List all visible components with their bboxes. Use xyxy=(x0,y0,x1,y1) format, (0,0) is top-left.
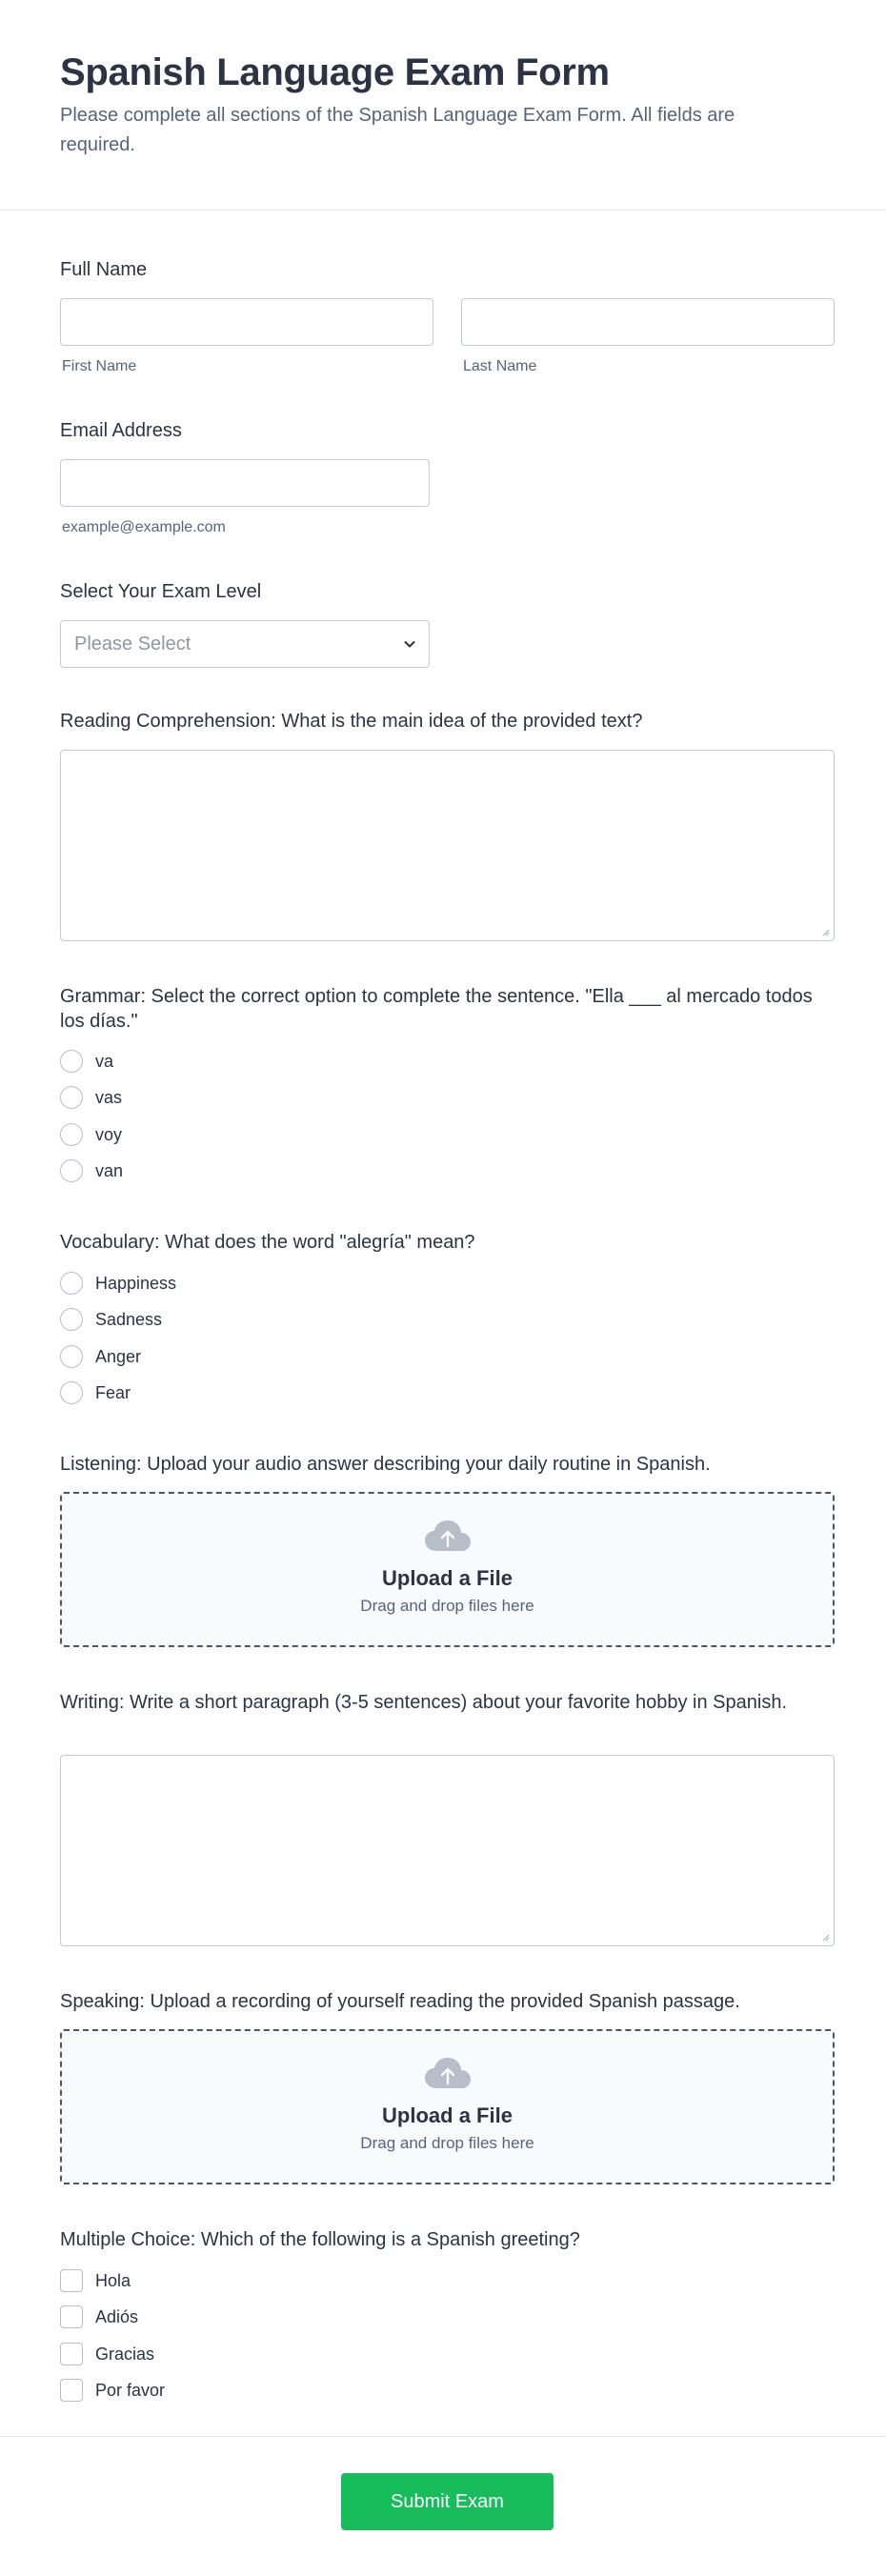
exam-level-select[interactable] xyxy=(60,620,430,668)
writing-textarea[interactable] xyxy=(60,1755,835,1946)
multiple-choice-option-label: Por favor xyxy=(95,2380,166,2400)
vocabulary-option-label: Anger xyxy=(95,1346,142,1366)
vocabulary-option-label: Fear xyxy=(95,1382,131,1402)
multiple-choice-label xyxy=(60,2227,836,2252)
cloud-upload-icon xyxy=(423,2056,473,2092)
speaking-label-text: Speaking: Upload a recording of yourself reading the provided Spanish passage. xyxy=(60,1991,740,2012)
vocabulary-option-label: Sadness xyxy=(95,1309,163,1329)
grammar-option[interactable] xyxy=(60,1158,123,1183)
form-title: Spanish Language Exam Form xyxy=(60,51,610,93)
grammar-label xyxy=(60,984,836,1034)
multiple-choice-label-text: Multiple Choice: Which of the following is a Spanish greeting? xyxy=(60,2229,580,2250)
exam-level-label-text: Select Your Exam Level xyxy=(60,581,262,602)
vocabulary-option[interactable] xyxy=(60,1344,141,1369)
grammar-option-label: voy xyxy=(95,1124,123,1144)
email-input[interactable] xyxy=(60,459,430,507)
radio-button[interactable] xyxy=(60,1272,83,1295)
checkbox[interactable] xyxy=(60,2305,83,2328)
exam-level-placeholder: Please Select xyxy=(74,634,191,654)
grammar-option-label: va xyxy=(95,1051,114,1071)
multiple-choice-option[interactable] xyxy=(60,2378,165,2403)
email-sublabel: example@example.com xyxy=(62,519,226,535)
last-name-input[interactable] xyxy=(461,298,835,346)
grammar-option-label: vas xyxy=(95,1087,123,1107)
submit-exam-button[interactable]: Submit Exam xyxy=(341,2473,554,2530)
grammar-option[interactable] xyxy=(60,1085,122,1110)
multiple-choice-option-label: Adiós xyxy=(95,2306,139,2326)
multiple-choice-option[interactable] xyxy=(60,2304,138,2329)
first-name-sublabel: First Name xyxy=(62,358,137,374)
speaking-label xyxy=(60,1989,836,2014)
grammar-option[interactable] xyxy=(60,1049,113,1074)
grammar-option-label: van xyxy=(95,1160,124,1180)
grammar-label-text: Grammar: Select the correct option to complete the sentence. "Ella ___ al mercado todos los días." xyxy=(60,986,813,1032)
last-name-sublabel: Last Name xyxy=(463,358,537,374)
form-footer xyxy=(0,2436,886,2576)
vocabulary-option-label: Happiness xyxy=(95,1273,177,1293)
reading-label-text: Reading Comprehension: What is the main idea of the provided text? xyxy=(60,711,643,732)
radio-button[interactable] xyxy=(60,1308,83,1331)
upload-subtitle: Drag and drop files here xyxy=(360,1597,534,1615)
form-header xyxy=(0,0,886,211)
radio-button[interactable] xyxy=(60,1159,83,1182)
upload-title: Upload a File xyxy=(382,1566,513,1590)
resize-grip-icon[interactable] xyxy=(820,1932,830,1942)
listening-upload-dropzone[interactable] xyxy=(60,1492,835,1647)
checkbox[interactable] xyxy=(60,2379,83,2402)
full-name-label-text: Full Name xyxy=(60,259,148,280)
speaking-upload-dropzone[interactable] xyxy=(60,2029,835,2184)
vocabulary-option[interactable] xyxy=(60,1380,131,1405)
upload-title: Upload a File xyxy=(382,2103,513,2127)
vocabulary-label xyxy=(60,1230,836,1255)
radio-button[interactable] xyxy=(60,1050,83,1073)
multiple-choice-option[interactable] xyxy=(60,2268,131,2293)
resize-grip-icon[interactable] xyxy=(820,927,830,936)
vocabulary-option[interactable] xyxy=(60,1271,176,1296)
chevron-down-icon xyxy=(402,636,417,652)
vocabulary-label-text: Vocabulary: What does the word "alegría" mean? xyxy=(60,1232,475,1253)
cloud-upload-icon xyxy=(423,1519,473,1555)
first-name-input[interactable] xyxy=(60,298,433,346)
multiple-choice-option-label: Hola xyxy=(95,2270,131,2290)
reading-textarea[interactable] xyxy=(60,750,835,941)
multiple-choice-option[interactable] xyxy=(60,2342,154,2366)
multiple-choice-option-label: Gracias xyxy=(95,2344,155,2364)
radio-button[interactable] xyxy=(60,1381,83,1404)
writing-label xyxy=(60,1690,836,1715)
form-subtitle: Please complete all sections of the Spanish Language Exam Form. All fields are required. xyxy=(60,105,735,155)
listening-label xyxy=(60,1452,836,1477)
writing-label-text: Writing: Write a short paragraph (3-5 sentences) about your favorite hobby in Spanish. xyxy=(60,1692,787,1713)
exam-level-label xyxy=(60,579,836,604)
radio-button[interactable] xyxy=(60,1123,83,1146)
reading-label xyxy=(60,709,836,734)
checkbox[interactable] xyxy=(60,2269,83,2292)
grammar-option[interactable] xyxy=(60,1122,122,1147)
email-label-text: Email Address xyxy=(60,420,182,441)
radio-button[interactable] xyxy=(60,1345,83,1368)
checkbox[interactable] xyxy=(60,2343,83,2365)
upload-subtitle: Drag and drop files here xyxy=(360,2134,534,2152)
radio-button[interactable] xyxy=(60,1086,83,1109)
listening-label-text: Listening: Upload your audio answer describing your daily routine in Spanish. xyxy=(60,1454,711,1475)
email-label xyxy=(60,418,836,443)
vocabulary-option[interactable] xyxy=(60,1307,162,1332)
full-name-label xyxy=(60,257,836,282)
